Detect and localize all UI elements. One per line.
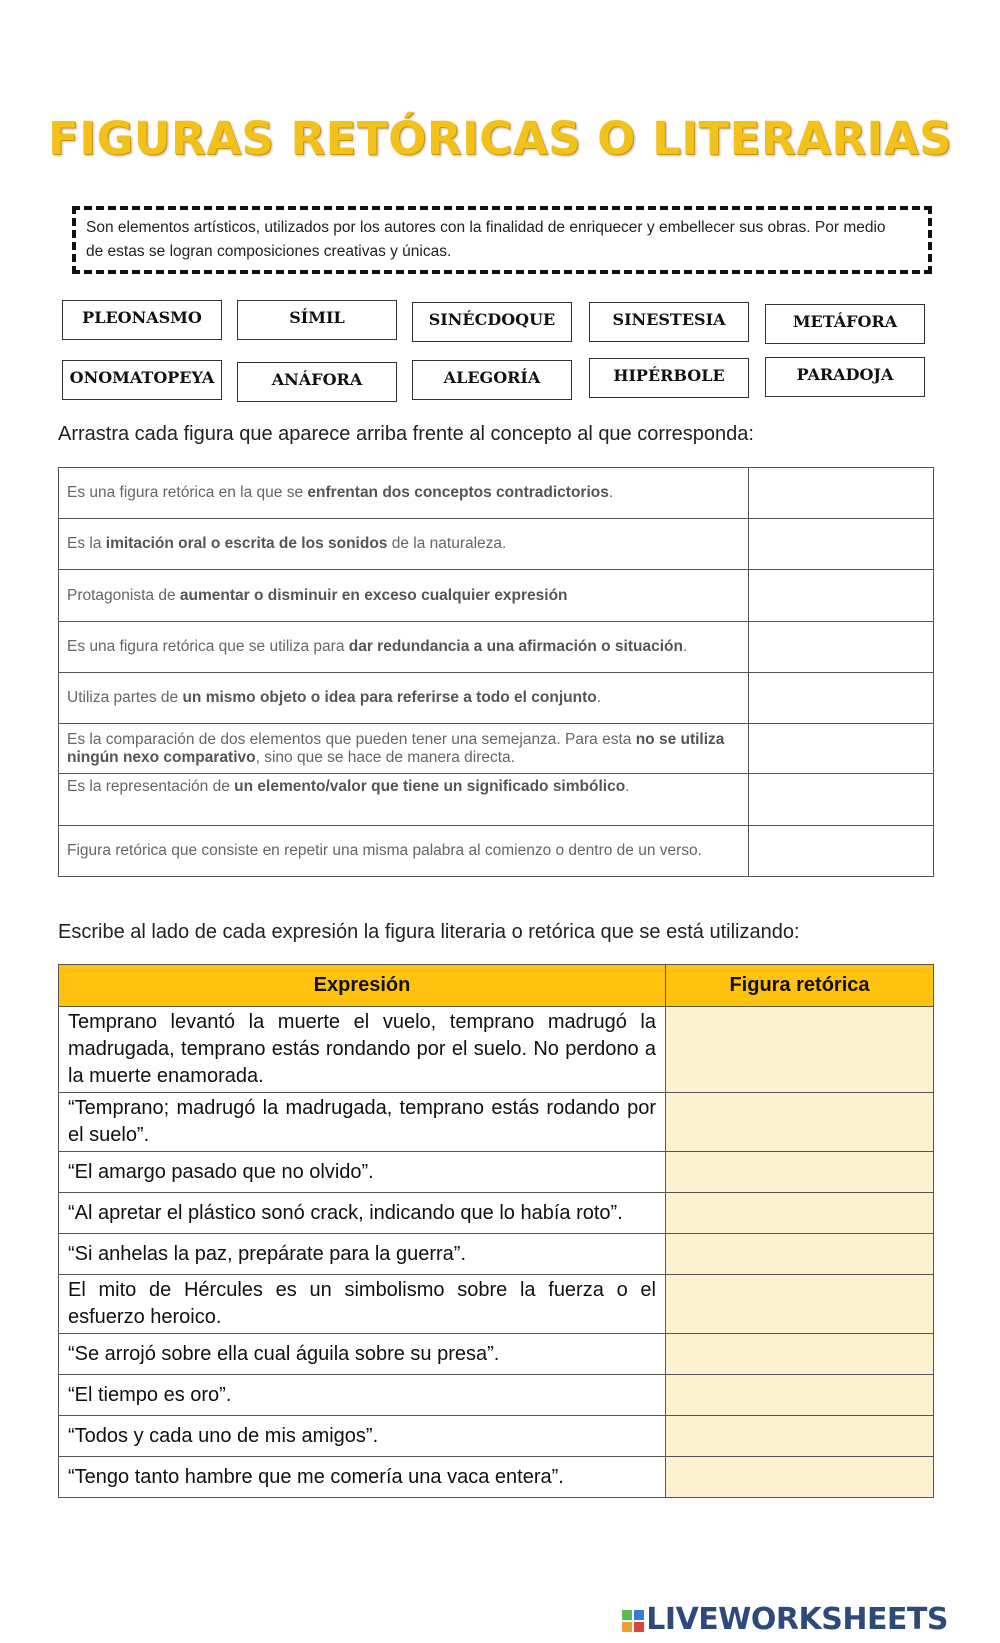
expression-text: “Temprano; madrugó la madrugada, temprano estás rodando por el suelo”.: [59, 1093, 666, 1152]
intro-text: Son elementos artísticos, utilizados por los autores con la finalidad de enriquecer y embellecer sus obras. Por medio de estas se logran composiciones creativas y únicas.: [86, 219, 886, 260]
expression-text: “Se arrojó sobre ella cual águila sobre su presa”.: [59, 1334, 666, 1375]
answer-input[interactable]: [666, 1275, 934, 1334]
expression-text: El mito de Hércules es un simbolismo sobre la fuerza o el esfuerzo heroico.: [59, 1275, 666, 1334]
column-header-expresion: Expresión: [59, 965, 666, 1007]
concept-text: Es una figura retórica en la que se enfrentan dos conceptos contradictorios.: [59, 468, 749, 519]
chip-alegoria[interactable]: ALEGORÍA: [412, 360, 572, 400]
answer-input[interactable]: [666, 1416, 934, 1457]
liveworksheets-logo: [622, 1602, 948, 1637]
logo-text: LIVEWORKSHEETS: [646, 1602, 948, 1637]
chip-metafora[interactable]: METÁFORA: [765, 304, 925, 344]
expression-text: “Al apretar el plástico sonó crack, indicando que lo había roto”.: [59, 1193, 666, 1234]
expressions-table: [58, 964, 934, 1498]
chip-paradoja[interactable]: PARADOJA: [765, 357, 925, 397]
chip-pleonasmo[interactable]: PLEONASMO: [62, 300, 222, 340]
concept-text: Figura retórica que consiste en repetir una misma palabra al comienzo o dentro de un verso.: [59, 826, 749, 877]
expression-text: “Todos y cada uno de mis amigos”.: [59, 1416, 666, 1457]
chip-hiperbole[interactable]: HIPÉRBOLE: [589, 358, 749, 398]
instruction-write: Escribe al lado de cada expresión la figura literaria o retórica que se está utilizando:: [58, 921, 800, 943]
answer-input[interactable]: [666, 1334, 934, 1375]
concept-text: Es una figura retórica que se utiliza para dar redundancia a una afirmación o situación.: [59, 622, 749, 673]
answer-input[interactable]: [666, 1234, 934, 1275]
concept-text: Es la representación de un elemento/valor que tiene un significado simbólico.: [59, 774, 749, 826]
answer-input[interactable]: [666, 1375, 934, 1416]
drop-zone[interactable]: [749, 673, 934, 724]
answer-input[interactable]: [666, 1193, 934, 1234]
answer-input[interactable]: [666, 1093, 934, 1152]
concept-text: Es la comparación de dos elementos que pueden tener una semejanza. Para esta no se utiliza ningún nexo comparativo, sino que se hace de manera directa.: [59, 724, 749, 774]
chip-simil[interactable]: SÍMIL: [237, 300, 397, 340]
expression-text: “El amargo pasado que no olvido”.: [59, 1152, 666, 1193]
page-title: FIGURAS RETÓRICAS O LITERARIAS: [47, 112, 953, 165]
concept-text: Utiliza partes de un mismo objeto o idea para referirse a todo el conjunto.: [59, 673, 749, 724]
drop-zone[interactable]: [749, 519, 934, 570]
drop-zone[interactable]: [749, 724, 934, 774]
concepts-table: [58, 467, 934, 877]
logo-grid-icon: [622, 1610, 644, 1632]
chip-onomatopeya[interactable]: ONOMATOPEYA: [62, 360, 222, 400]
expression-text: Temprano levantó la muerte el vuelo, temprano madrugó la madrugada, temprano estás rondando por el suelo. No perdono a la muerte enamorada.: [59, 1007, 666, 1093]
answer-input[interactable]: [666, 1457, 934, 1498]
expression-text: “Tengo tanto hambre que me comería una vaca entera”.: [59, 1457, 666, 1498]
drop-zone[interactable]: [749, 826, 934, 877]
drop-zone[interactable]: [749, 468, 934, 519]
instruction-drag: Arrastra cada figura que aparece arriba frente al concepto al que corresponda:: [58, 423, 754, 445]
chip-anafora[interactable]: ANÁFORA: [237, 362, 397, 402]
expression-text: “El tiempo es oro”.: [59, 1375, 666, 1416]
concept-text: Es la imitación oral o escrita de los sonidos de la naturaleza.: [59, 519, 749, 570]
concept-text: Protagonista de aumentar o disminuir en exceso cualquier expresión: [59, 570, 749, 622]
drop-zone[interactable]: [749, 570, 934, 622]
answer-input[interactable]: [666, 1007, 934, 1093]
drop-zone[interactable]: [749, 622, 934, 673]
drop-zone[interactable]: [749, 774, 934, 826]
chip-sinestesia[interactable]: SINESTESIA: [589, 302, 749, 342]
answer-input[interactable]: [666, 1152, 934, 1193]
chip-sinecdoque[interactable]: SINÉCDOQUE: [412, 302, 572, 342]
column-header-figura: Figura retórica: [666, 965, 934, 1007]
expression-text: “Si anhelas la paz, prepárate para la guerra”.: [59, 1234, 666, 1275]
